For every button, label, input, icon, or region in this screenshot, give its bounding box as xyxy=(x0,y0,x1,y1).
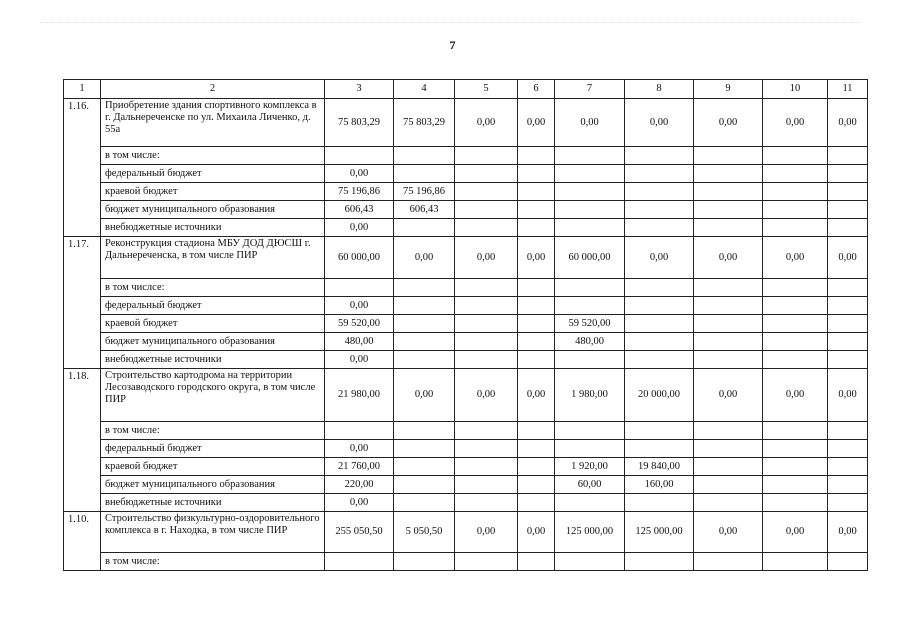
value-cell: 0,00 xyxy=(828,237,868,279)
header-row xyxy=(64,80,868,99)
subrow-label: в том числе: xyxy=(101,422,325,440)
item-title: Строительство картодрома на территории Лесозаводского городского округа, в том числе ПИР xyxy=(101,369,325,422)
table-row xyxy=(64,237,868,279)
subrow-label: федеральный бюджет xyxy=(101,165,325,183)
value-cell: 0,00 xyxy=(694,512,763,553)
value-cell: 60 000,00 xyxy=(555,237,625,279)
value-cell: 1 980,00 xyxy=(555,369,625,422)
value-cell: 21 980,00 xyxy=(325,369,394,422)
value-cell: 20 000,00 xyxy=(625,369,694,422)
table-row xyxy=(64,369,868,422)
value-cell: 60,00 xyxy=(555,476,625,494)
subrow-label: краевой бюджет xyxy=(101,315,325,333)
value-cell: 75 803,29 xyxy=(325,99,394,147)
subrow-label: бюджет муниципального образования xyxy=(101,201,325,219)
value-cell: 0,00 xyxy=(694,237,763,279)
col-header: 4 xyxy=(394,80,455,99)
table-row xyxy=(64,458,868,476)
budget-table xyxy=(63,79,868,571)
value-cell: 0,00 xyxy=(325,494,394,512)
value-cell: 606,43 xyxy=(394,201,455,219)
subrow-label: бюджет муниципального образования xyxy=(101,333,325,351)
value-cell: 0,00 xyxy=(828,99,868,147)
subrow-label: внебюджетные источники xyxy=(101,494,325,512)
item-title: Строительство физкультурно-оздоровительного комплекса в г. Находка, в том числе ПИР xyxy=(101,512,325,553)
col-header: 5 xyxy=(455,80,518,99)
subrow-label: в том числсе: xyxy=(101,279,325,297)
subrow-label: краевой бюджет xyxy=(101,183,325,201)
table-row xyxy=(64,476,868,494)
col-header: 1 xyxy=(64,80,101,99)
subrow-label: краевой бюджет xyxy=(101,458,325,476)
subrow-label: федеральный бюджет xyxy=(101,297,325,315)
table-row xyxy=(64,279,868,297)
col-header: 10 xyxy=(763,80,828,99)
subrow-label: в том числе: xyxy=(101,147,325,165)
value-cell: 0,00 xyxy=(455,369,518,422)
item-code: 1.16. xyxy=(64,99,101,237)
value-cell: 125 000,00 xyxy=(555,512,625,553)
value-cell: 0,00 xyxy=(325,219,394,237)
item-code: 1.18. xyxy=(64,369,101,512)
value-cell: 0,00 xyxy=(625,99,694,147)
value-cell: 125 000,00 xyxy=(625,512,694,553)
table-row xyxy=(64,440,868,458)
value-cell: 0,00 xyxy=(394,369,455,422)
value-cell: 21 760,00 xyxy=(325,458,394,476)
value-cell: 59 520,00 xyxy=(325,315,394,333)
table-row xyxy=(64,165,868,183)
item-title: Реконструкция стадиона МБУ ДОД ДЮСШ г. Дальнереченска, в том числе ПИР xyxy=(101,237,325,279)
value-cell: 59 520,00 xyxy=(555,315,625,333)
value-cell: 0,00 xyxy=(325,351,394,369)
value-cell: 0,00 xyxy=(828,369,868,422)
value-cell: 0,00 xyxy=(694,99,763,147)
value-cell: 0,00 xyxy=(828,512,868,553)
col-header: 3 xyxy=(325,80,394,99)
item-title: Приобретение здания спортивного комплекса в г. Дальнереченске по ул. Михаила Личенко, д. 55а xyxy=(101,99,325,147)
col-header: 7 xyxy=(555,80,625,99)
table-row xyxy=(64,553,868,571)
value-cell: 0,00 xyxy=(763,237,828,279)
col-header: 9 xyxy=(694,80,763,99)
subrow-label: в том числе: xyxy=(101,553,325,571)
table-row xyxy=(64,333,868,351)
value-cell: 0,00 xyxy=(325,165,394,183)
subrow-label: федеральный бюджет xyxy=(101,440,325,458)
value-cell: 606,43 xyxy=(325,201,394,219)
subrow-label: внебюджетные источники xyxy=(101,219,325,237)
subrow-label: бюджет муниципального образования xyxy=(101,476,325,494)
value-cell: 0,00 xyxy=(555,99,625,147)
table-row xyxy=(64,512,868,553)
value-cell: 5 050,50 xyxy=(394,512,455,553)
value-cell: 75 196,86 xyxy=(394,183,455,201)
value-cell: 0,00 xyxy=(518,512,555,553)
value-cell: 1 920,00 xyxy=(555,458,625,476)
table-row xyxy=(64,494,868,512)
value-cell: 0,00 xyxy=(518,99,555,147)
subrow-label: внебюджетные источники xyxy=(101,351,325,369)
table-row xyxy=(64,201,868,219)
page-number: 7 xyxy=(449,38,456,52)
col-header: 2 xyxy=(101,80,325,99)
value-cell: 255 050,50 xyxy=(325,512,394,553)
item-code: 1.10. xyxy=(64,512,101,571)
value-cell: 0,00 xyxy=(455,512,518,553)
scan-noise xyxy=(40,22,860,25)
table-row xyxy=(64,219,868,237)
value-cell: 0,00 xyxy=(694,369,763,422)
table-row xyxy=(64,147,868,165)
item-code: 1.17. xyxy=(64,237,101,369)
value-cell: 75 803,29 xyxy=(394,99,455,147)
col-header: 8 xyxy=(625,80,694,99)
table-row xyxy=(64,99,868,147)
value-cell: 0,00 xyxy=(325,297,394,315)
value-cell: 0,00 xyxy=(394,237,455,279)
table-row xyxy=(64,315,868,333)
table-row xyxy=(64,297,868,315)
value-cell: 0,00 xyxy=(518,237,555,279)
value-cell: 220,00 xyxy=(325,476,394,494)
value-cell: 480,00 xyxy=(555,333,625,351)
value-cell: 19 840,00 xyxy=(625,458,694,476)
value-cell: 75 196,86 xyxy=(325,183,394,201)
value-cell: 60 000,00 xyxy=(325,237,394,279)
value-cell: 480,00 xyxy=(325,333,394,351)
value-cell: 0,00 xyxy=(625,237,694,279)
table-row xyxy=(64,183,868,201)
value-cell: 0,00 xyxy=(455,237,518,279)
table-row xyxy=(64,422,868,440)
value-cell: 0,00 xyxy=(518,369,555,422)
value-cell: 0,00 xyxy=(763,369,828,422)
col-header: 11 xyxy=(828,80,868,99)
value-cell: 0,00 xyxy=(763,99,828,147)
table-row xyxy=(64,351,868,369)
col-header: 6 xyxy=(518,80,555,99)
value-cell: 0,00 xyxy=(325,440,394,458)
value-cell: 0,00 xyxy=(455,99,518,147)
value-cell: 0,00 xyxy=(763,512,828,553)
value-cell: 160,00 xyxy=(625,476,694,494)
